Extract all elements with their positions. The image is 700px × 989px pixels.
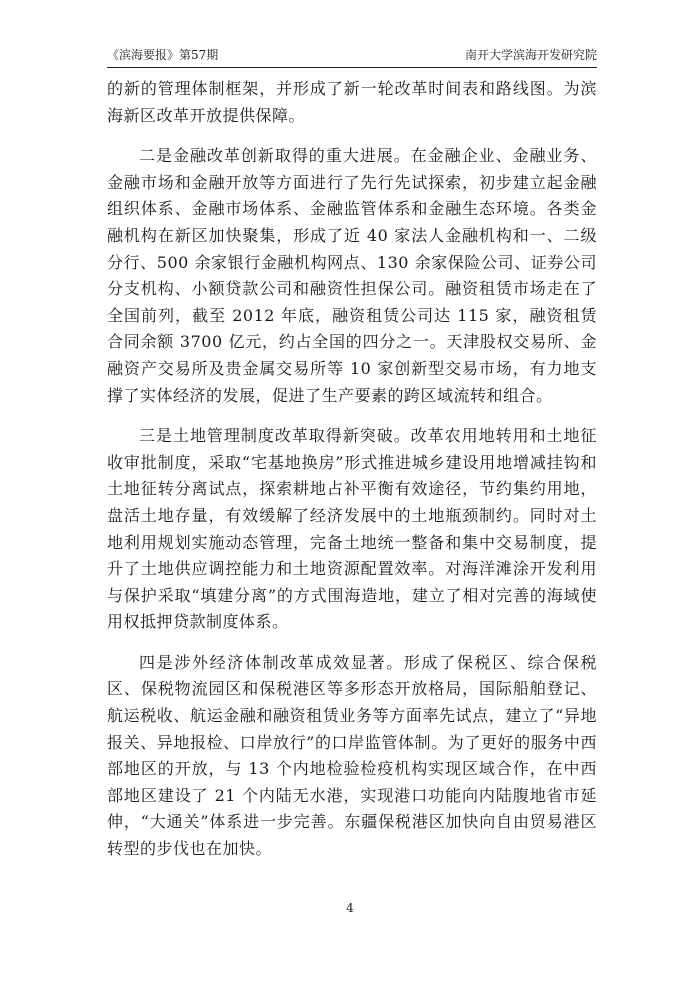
paragraph-finance-reform: 二是金融改革创新取得的重大进展。在金融企业、金融业务、金融市场和金融开放等方面进行了先行先试探索，初步建立起金融组织体系、金融市场体系、金融监管体系和金融生态环境。各类金融机构在新区加快聚集，形成了近 40 家法人金融机构和一、二级分行、500 余家银行金融机构网点、130 余家保险公司、证券公司分支机构、小额贷款公司和融资性担保公司。融资租赁市场走在了全国前列，截至 2012 年底，融资租赁公司达 115 家，融资租赁合同余额 3700 亿元，约占全国的四分之一。天津股权交易所、金融资产交易所及贵金属交易所等 10 家创新型交易市场，有力地支撑了实体经济的发展，促进了生产要素的跨区域流转和组合。 <box>107 146 597 405</box>
document-body <box>107 76 597 863</box>
paragraph-land-reform: 三是土地管理制度改革取得新突破。改革农用地转用和土地征收审批制度，采取“宅基地换房”形式推进城乡建设用地增减挂钩和土地征转分离试点，探索耕地占补平衡有效途径，节约集约用地，盘活土地存量，有效缓解了经济发展中的土地瓶颈制约。同时对土地利用规划实施动态管理，完备土地统一整备和集中交易制度，提升了土地供应调控能力和土地资源配置效率。对海洋滩涂开发利用与保护采取“填建分离”的方式围海造地，建立了相对完善的海域使用权抵押贷款制度体系。 <box>107 426 597 632</box>
paragraph-foreign-economy-reform: 四是涉外经济体制改革成效显著。形成了保税区、综合保税区、保税物流园区和保税港区等多形态开放格局，国际船舶登记、航运税收、航运金融和融资租赁业务等方面率先试点，建立了“异地报关、异地报检、口岸放行”的口岸监管体制。为了更好的服务中西部地区的开放，与 13 个内地检验检疫机构实现区域合作，在中西部地区建设了 21 个内陆无水港，实现港口功能向内陆腹地省市延伸，“大通关”体系进一步完善。东疆保税港区加快向自由贸易港区转型的步伐也在加快。 <box>107 652 597 859</box>
page-number: 4 <box>346 901 354 915</box>
header-publication-title: 《滨海要报》第57期 <box>107 48 219 62</box>
page-header <box>107 44 597 66</box>
header-divider <box>107 67 597 68</box>
header-institution-name: 南开大学滨海开发研究院 <box>464 48 597 62</box>
paragraph-continuation: 的新的管理体制框架，并形成了新一轮改革时间表和路线图。为滨海新区改革开放提供保障。 <box>107 79 597 125</box>
